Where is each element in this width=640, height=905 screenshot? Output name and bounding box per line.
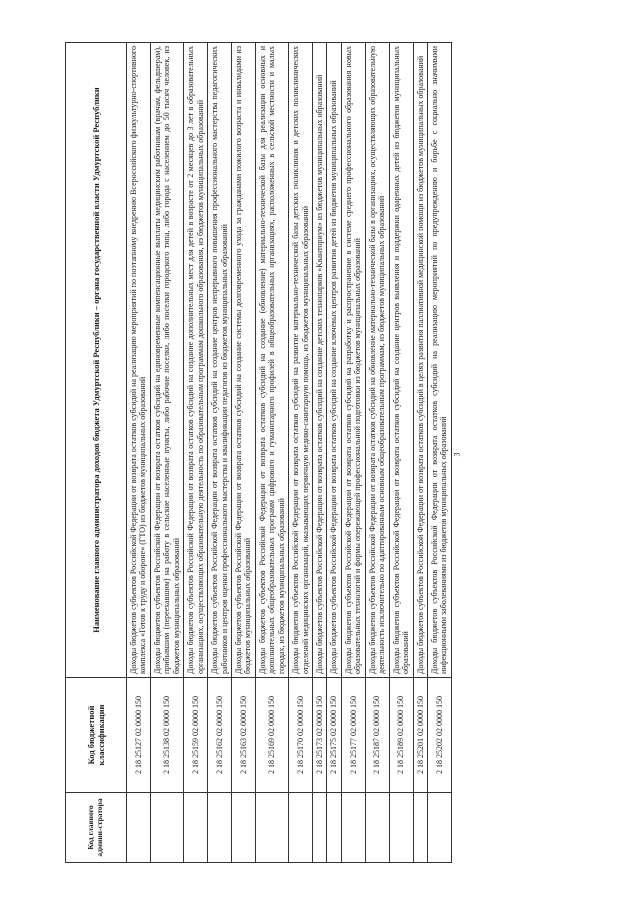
- budget-code-cell: 2 18 25138 02 0000 150: [150, 677, 183, 792]
- admin-code-cell: [413, 792, 427, 862]
- admin-code-cell: [127, 792, 151, 862]
- budget-code-cell: 2 18 25187 02 0000 150: [365, 677, 389, 792]
- table-row: [413, 42, 427, 862]
- table-row: [289, 42, 313, 862]
- table-row: [231, 42, 255, 862]
- admin-code-cell: [231, 792, 255, 862]
- rotated-page: [65, 43, 575, 863]
- budget-code-cell: 2 18 25189 02 0000 150: [389, 677, 413, 792]
- revenue-name-cell: Доходы бюджетов субъектов Российской Федерации от возврата остатков субсидий на разработку и распространение в системе среднего профессионального образования новых образовательных технологий и формы опережающей профессиональной подготовки из бюджетов муниципальных образований: [341, 42, 365, 677]
- table-body: [127, 42, 452, 862]
- admin-code-cell: [341, 792, 365, 862]
- revenue-name-cell: Доходы бюджетов субъектов Российской Федерации от возврата остатков субсидий на развитие материально-технической базы детских поликлиник и детских поликлинических отделений медицинских организаций, оказывающих первичную медико-санитарную помощь, из бюджетов муниципальных образований: [289, 42, 313, 677]
- admin-code-cell: [313, 792, 327, 862]
- revenue-name-cell: Доходы бюджетов субъектов Российской Федерации от возврата остатков субсидий в целях развития паллиативной медицинской помощи из бюджетов муниципальных образований: [413, 42, 427, 677]
- revenue-name-cell: Доходы бюджетов субъектов Российской Федерации от возврата остатков субсидий на реализацию мероприятий по предупреждению и борьбе с социально значимыми инфекционными заболеваниями из бюджетов муниципальных образований: [427, 42, 451, 677]
- budget-code-cell: 2 18 25169 02 0000 150: [255, 677, 288, 792]
- admin-code-cell: [255, 792, 288, 862]
- budget-code-cell: 2 18 25127 02 0000 150: [127, 677, 151, 792]
- table-header-row: [66, 42, 127, 862]
- table-row: [389, 42, 413, 862]
- budget-code-cell: 2 18 25162 02 0000 150: [208, 677, 232, 792]
- table-row: [184, 42, 208, 862]
- revenue-name-cell: Доходы бюджетов субъектов Российской Федерации от возврата остатков субсидий на создание центров выявления и поддержки одаренных детей из бюджетов муниципальных образований: [389, 42, 413, 677]
- revenue-name-cell: Доходы бюджетов субъектов Российской Федерации от возврата остатков субсидий на реализацию мероприятий по поэтапному внедрению Всероссийского физкультурно-спортивного комплекса «Готов к труду и обороне» (ГТО) из бюджетов муниципальных образований: [127, 42, 151, 677]
- table-row: [255, 42, 288, 862]
- table-row: [313, 42, 327, 862]
- revenue-name-cell: Доходы бюджетов субъектов Российской Федерации от возврата остатков субсидий на создание системы долговременного ухода за гражданами пожилого возраста и инвалидами из бюджетов муниципальных образований: [231, 42, 255, 677]
- admin-code-cell: [184, 792, 208, 862]
- admin-code-cell: [208, 792, 232, 862]
- admin-code-cell: [150, 792, 183, 862]
- budget-code-cell: 2 18 25173 02 0000 150: [313, 677, 327, 792]
- header-name: Наименование главного администратора доходов бюджета Удмуртской Республики – органа государственной власти Удмуртской Республики: [66, 42, 127, 677]
- table-row: [127, 42, 151, 862]
- admin-code-cell: [389, 792, 413, 862]
- budget-code-cell: 2 18 25202 02 0000 150: [427, 677, 451, 792]
- budget-code-cell: 2 18 25170 02 0000 150: [289, 677, 313, 792]
- budget-code-cell: 2 18 25159 02 0000 150: [184, 677, 208, 792]
- table-row: [341, 42, 365, 862]
- page-number: 3: [452, 452, 462, 457]
- table-row: [150, 42, 183, 862]
- budget-code-cell: 2 18 25177 02 0000 150: [341, 677, 365, 792]
- revenue-name-cell: Доходы бюджетов субъектов Российской Федерации от возврата остатков субсидий на создание (обновление) материально-технической базы для реализации основных и дополнительных общеобразовательных программ цифрового и гуманитарного профилей в общеобразовательных организациях, расположенных в сельской местности и малых городах, из бюджетов муниципальных образований: [255, 42, 288, 677]
- table-row: [427, 42, 451, 862]
- budget-code-cell: 2 18 25175 02 0000 150: [327, 677, 341, 792]
- admin-code-cell: [365, 792, 389, 862]
- revenue-name-cell: Доходы бюджетов субъектов Российской Федерации от возврата остатков субсидий на создание дополнительных мест для детей в возрасте от 2 месяцев до 3 лет в образовательных организациях, осуществляющих образовательную деятельность по образовательным программам дошкольного образования, из бюджетов муниципальных образований: [184, 42, 208, 677]
- table-row: [208, 42, 232, 862]
- table-row: [327, 42, 341, 862]
- table-row: [365, 42, 389, 862]
- admin-code-cell: [327, 792, 341, 862]
- admin-code-cell: [289, 792, 313, 862]
- budget-code-cell: 2 18 25163 02 0000 150: [231, 677, 255, 792]
- budget-code-cell: 2 18 25201 02 0000 150: [413, 677, 427, 792]
- revenue-name-cell: Доходы бюджетов субъектов Российской Федерации от возврата остатков субсидий на создание детских технопарков «Кванториум» из бюджетов муниципальных образований: [313, 42, 327, 677]
- revenue-name-cell: Доходы бюджетов субъектов Российской Федерации от возврата остатков субсидий на обновление материально-технической базы в организациях, осуществляющих образовательную деятельность исключительно по адаптированным основным общеобразовательным программам, из бюджетов муниципальных образований: [365, 42, 389, 677]
- revenue-name-cell: Доходы бюджетов субъектов Российской Федерации от возврата остатков субсидий на создание центров непрерывного повышения профессионального мастерства педагогических работников и центров оценки профессионального мастерства и квалификации педагогов из бюджетов муниципальных образований: [208, 42, 232, 677]
- revenue-name-cell: Доходы бюджетов субъектов Российской Федерации от возврата остатков субсидий на единовременные компенсационные выплаты медицинским работникам (врачам, фельдшерам), прибывшим (переехавшим) на работу в сельские населенные пункты, либо рабочие поселки, либо поселки городского типа, либо города с населением до 50 тысяч человек, из бюджетов муниципальных образований: [150, 42, 183, 677]
- revenue-name-cell: Доходы бюджетов субъектов Российской Федерации от возврата остатков субсидий на создание ключевых центров развития детей из бюджетов муниципальных образований: [327, 42, 341, 677]
- header-budget-code: Код бюджетной классификации: [66, 677, 127, 792]
- header-admin-code: Код главного админи-стратора: [66, 792, 127, 862]
- revenue-codes-table: [65, 42, 452, 863]
- admin-code-cell: [427, 792, 451, 862]
